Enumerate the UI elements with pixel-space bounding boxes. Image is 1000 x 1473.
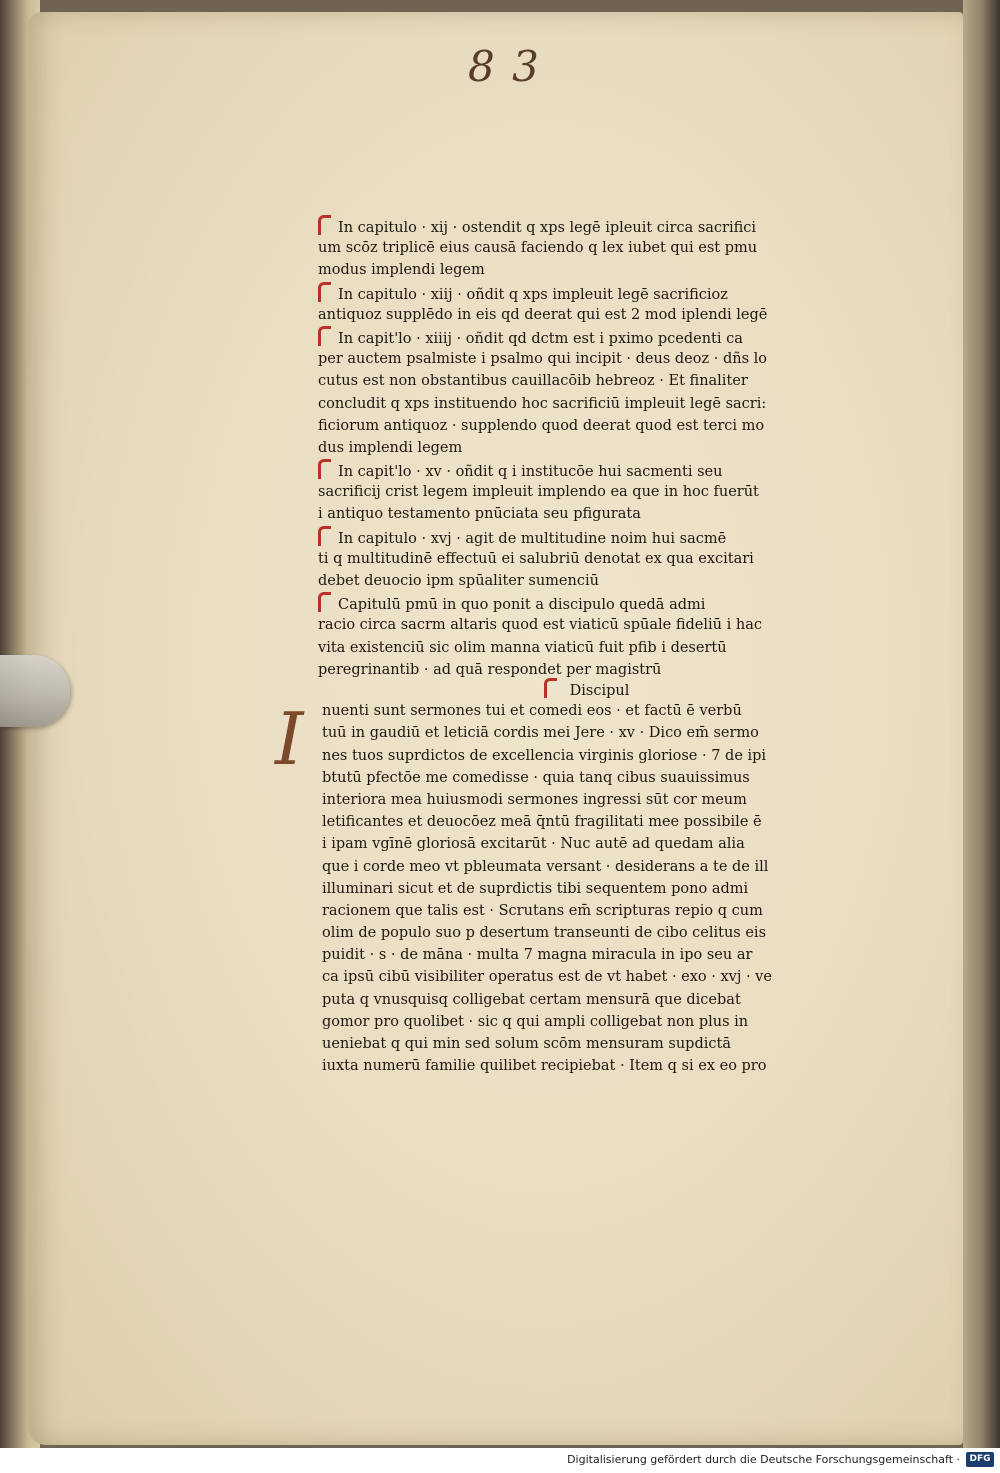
main-text-block bbox=[322, 683, 857, 1077]
text-line: que i corde meo vt pbleumata versant · desiderans a te de ill bbox=[322, 858, 769, 875]
text-line-content: In capit'lo · xiiij · oñdit qd dctm est i pximo pcedenti ca bbox=[338, 330, 743, 347]
text-line bbox=[318, 437, 853, 459]
folio-number: 8 3 bbox=[468, 42, 541, 91]
text-line bbox=[318, 237, 853, 259]
text-line bbox=[318, 614, 853, 636]
footer-credit: Digitalisierung gefördert durch die Deutsche Forschungsgemeinschaft · bbox=[567, 1453, 960, 1466]
text-line bbox=[318, 503, 853, 525]
paragraph-mark-icon bbox=[318, 282, 331, 302]
text-line-content: i antiquo testamento pnūciata seu pfigurata bbox=[318, 506, 641, 523]
text-line bbox=[318, 370, 853, 392]
text-line: ueniebat q qui min sed solum scōm mensuram supdictā bbox=[322, 1036, 731, 1052]
text-line: i ipam vgīnē gloriosā excitarūt · Nuc autē ad quedam alia bbox=[322, 836, 745, 853]
text-line bbox=[318, 282, 853, 304]
text-line bbox=[318, 326, 853, 348]
text-line-content: per auctem psalmiste i psalmo qui incipit · deus deoz · dñs lo bbox=[318, 351, 767, 368]
section-heading: Discipul bbox=[564, 680, 636, 700]
text-line-content: ti q multitudinē effectuū ei salubriū denotat ex qua excitari bbox=[318, 550, 754, 567]
text-line: interiora mea huiusmodi sermones ingressi sūt cor meum bbox=[322, 791, 747, 808]
text-line-content: ficiorum antiquoz · supplendo quod deerat quod est terci mo bbox=[318, 417, 765, 434]
paragraph-mark-icon bbox=[318, 459, 331, 479]
paragraph-mark-icon bbox=[318, 326, 331, 346]
text-line-content: In capitulo · xiij · oñdit q xps impleuit legē sacrificioz bbox=[338, 286, 728, 303]
text-line bbox=[318, 481, 853, 503]
text-line: gomor pro quolibet · sic q qui ampli colligebat non plus in bbox=[322, 1013, 749, 1030]
text-line-content: vita existenciū sic olim manna viaticū fuit pfib i desertū bbox=[318, 639, 727, 656]
text-line-content: sacrificij crist legem impleuit implendo ea que in hoc fuerūt bbox=[318, 484, 759, 501]
text-line bbox=[318, 548, 853, 570]
text-line-content: debet deuocio ipm spūaliter sumenciū bbox=[318, 573, 599, 589]
text-line: tuū in gaudiū et leticiā cordis mei Jere · xv · Dico em̄ sermo bbox=[322, 725, 759, 742]
text-line bbox=[318, 304, 853, 326]
text-line: ca ipsū cibū visibiliter operatus est de vt habet · exo · xvj · ve bbox=[322, 969, 772, 986]
text-line bbox=[318, 592, 853, 614]
paragraph-mark-icon bbox=[318, 526, 331, 546]
paragraph-mark-icon bbox=[318, 592, 331, 612]
text-line-content: racio circa sacrm altaris quod est viaticū spūale fideliū i hac bbox=[318, 617, 762, 634]
text-line: puidit · s · de māna · multa 7 magna miracula in ipo seu ar bbox=[322, 947, 753, 964]
decorated-initial: I bbox=[275, 697, 304, 781]
text-line bbox=[318, 348, 853, 370]
text-line-content: concludit q xps instituendo hoc sacrificiū impleuit legē sacri: bbox=[318, 395, 767, 412]
text-line: illuminari sicut et de suprdictis tibi sequentem pono admi bbox=[322, 880, 749, 897]
text-line bbox=[318, 459, 853, 481]
paragraph-mark-icon bbox=[318, 215, 331, 235]
text-line: iuxta numerū familie quilibet recipiebat · Item q si ex eo pro bbox=[322, 1058, 767, 1075]
text-line-content: dus implendi legem bbox=[318, 439, 463, 456]
upper-text-block bbox=[318, 215, 853, 681]
text-line bbox=[318, 570, 853, 592]
text-line bbox=[318, 637, 853, 659]
text-line-content: um scōz triplicē eius causā faciendo q lex iubet qui est pmu bbox=[318, 240, 758, 257]
text-line-content: In capit'lo · xv · oñdit q i institucōe hui sacmenti seu bbox=[338, 464, 723, 481]
text-line bbox=[318, 393, 853, 415]
text-line: puta q vnusquisq colligebat certam mensurā que dicebat bbox=[322, 991, 741, 1008]
text-line-content: peregrinantib · ad quā respondet per magistrū bbox=[318, 661, 662, 678]
book-right-edge bbox=[963, 0, 1000, 1473]
text-line-content: Capitulū pmū in quo ponit a discipulo quedā admi bbox=[338, 597, 706, 614]
text-line-content: antiquoz supplēdo in eis qd deerat qui est 2 mod iplendi legē bbox=[318, 306, 768, 323]
text-line: btutū pfectōe me comedisse · quia tanq cibus suauissimus bbox=[322, 769, 750, 786]
text-line: nuenti sunt sermones tui et comedi eos · et factū ē verbū bbox=[322, 703, 742, 720]
text-line: olim de populo suo p desertum transeunti de cibo celitus eis bbox=[322, 925, 767, 942]
paragraph-mark-icon bbox=[544, 678, 557, 698]
text-line-content: In capitulo · xvj · agit de multitudine noim hui sacmē bbox=[338, 530, 727, 547]
text-line: letificantes et deuocōez meā q̄ntū fragilitati mee possibile ē bbox=[322, 814, 762, 831]
dfg-logo: DFG bbox=[966, 1452, 994, 1467]
text-line: racionem que talis est · Scrutans em̄ scripturas repio q cum bbox=[322, 902, 763, 919]
text-line bbox=[318, 526, 853, 548]
text-line bbox=[318, 415, 853, 437]
text-line-content: cutus est non obstantibus cauillacōib hebreoz · Et finaliter bbox=[318, 373, 748, 390]
page-clip bbox=[0, 655, 70, 727]
text-line bbox=[318, 215, 853, 237]
section-heading-line bbox=[322, 678, 857, 700]
text-line-content: modus implendi legem bbox=[318, 262, 485, 279]
text-line: nes tuos suprdictos de excellencia virginis gloriose · 7 de ipi bbox=[322, 747, 767, 764]
footer-bar bbox=[0, 1448, 1000, 1473]
text-line-content: In capitulo · xij · ostendit q xps legē ipleuit circa sacrifici bbox=[338, 220, 757, 236]
text-line bbox=[318, 259, 853, 281]
